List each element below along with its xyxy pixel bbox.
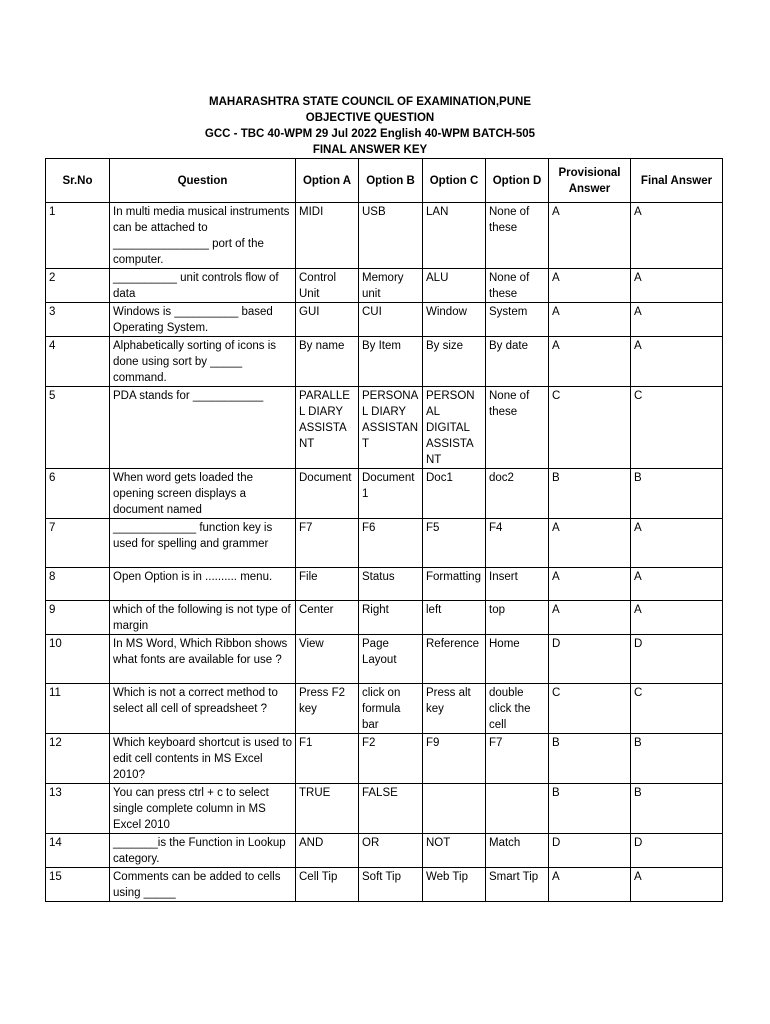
- table-row: [46, 734, 723, 784]
- final-answer-cell: A: [631, 303, 723, 337]
- option-a-cell: F1: [296, 734, 359, 784]
- option-b-cell: Memory unit: [359, 269, 423, 303]
- option-c-cell: NOT: [423, 834, 486, 868]
- answer-key-table: [45, 158, 723, 902]
- provisional-answer-cell: A: [549, 203, 631, 269]
- provisional-answer-cell: A: [549, 519, 631, 568]
- option-d-cell: top: [486, 601, 549, 635]
- option-c-cell: Doc1: [423, 469, 486, 519]
- option-b-cell: Status: [359, 568, 423, 601]
- option-d-cell: None of these: [486, 387, 549, 469]
- option-d-cell: doc2: [486, 469, 549, 519]
- question-cell: Comments can be added to cells using _____: [110, 868, 296, 902]
- final-answer-cell: B: [631, 784, 723, 834]
- sr-no-cell: 10: [46, 635, 110, 684]
- provisional-answer-cell: B: [549, 784, 631, 834]
- option-a-cell: Center: [296, 601, 359, 635]
- question-cell: Which keyboard shortcut is used to edit cell contents in MS Excel 2010?: [110, 734, 296, 784]
- provisional-answer-cell: A: [549, 303, 631, 337]
- table-row: [46, 469, 723, 519]
- final-answer-cell: D: [631, 635, 723, 684]
- option-c-cell: PERSONAL DIGITAL ASSISTANT: [423, 387, 486, 469]
- table-row: [46, 868, 723, 902]
- header-option-c: Option C: [423, 159, 486, 203]
- option-c-cell: [423, 784, 486, 834]
- provisional-answer-cell: B: [549, 469, 631, 519]
- provisional-answer-cell: A: [549, 337, 631, 387]
- option-c-cell: Press alt key: [423, 684, 486, 734]
- option-c-cell: left: [423, 601, 486, 635]
- table-row: [46, 635, 723, 684]
- final-answer-cell: C: [631, 387, 723, 469]
- header-option-d: Option D: [486, 159, 549, 203]
- header-provisional-answer: Provisional Answer: [549, 159, 631, 203]
- option-c-cell: LAN: [423, 203, 486, 269]
- option-c-cell: F9: [423, 734, 486, 784]
- provisional-answer-cell: A: [549, 868, 631, 902]
- header-option-b: Option B: [359, 159, 423, 203]
- question-cell: PDA stands for ___________: [110, 387, 296, 469]
- option-a-cell: Document: [296, 469, 359, 519]
- option-a-cell: AND: [296, 834, 359, 868]
- table-row: [46, 269, 723, 303]
- question-cell: In multi media musical instruments can be attached to _______________ port of the computer.: [110, 203, 296, 269]
- option-a-cell: By name: [296, 337, 359, 387]
- option-a-cell: File: [296, 568, 359, 601]
- option-a-cell: PARALLEL DIARY ASSISTANT: [296, 387, 359, 469]
- final-answer-cell: A: [631, 337, 723, 387]
- table-row: [46, 834, 723, 868]
- question-cell: Open Option is in .......... menu.: [110, 568, 296, 601]
- answer-key-title: FINAL ANSWER KEY: [312, 144, 428, 156]
- question-cell: Windows is __________ based Operating System.: [110, 303, 296, 337]
- table-row: [46, 303, 723, 337]
- question-cell: which of the following is not type of margin: [110, 601, 296, 635]
- sr-no-cell: 7: [46, 519, 110, 568]
- option-a-cell: Cell Tip: [296, 868, 359, 902]
- final-answer-cell: B: [631, 734, 723, 784]
- document-type: OBJECTIVE QUESTION: [305, 112, 435, 124]
- question-cell: Which is not a correct method to select all cell of spreadsheet ?: [110, 684, 296, 734]
- option-d-cell: F7: [486, 734, 549, 784]
- final-answer-cell: A: [631, 568, 723, 601]
- final-answer-cell: C: [631, 684, 723, 734]
- option-c-cell: Window: [423, 303, 486, 337]
- provisional-answer-cell: C: [549, 684, 631, 734]
- option-b-cell: Document 1: [359, 469, 423, 519]
- provisional-answer-cell: A: [549, 601, 631, 635]
- question-cell: In MS Word, Which Ribbon shows what fonts are available for use ?: [110, 635, 296, 684]
- final-answer-cell: B: [631, 469, 723, 519]
- final-answer-cell: A: [631, 269, 723, 303]
- header-question: Question: [110, 159, 296, 203]
- table-row: [46, 601, 723, 635]
- option-c-cell: F5: [423, 519, 486, 568]
- provisional-answer-cell: A: [549, 269, 631, 303]
- sr-no-cell: 14: [46, 834, 110, 868]
- option-a-cell: View: [296, 635, 359, 684]
- final-answer-cell: A: [631, 868, 723, 902]
- provisional-answer-cell: C: [549, 387, 631, 469]
- sr-no-cell: 4: [46, 337, 110, 387]
- option-b-cell: By Item: [359, 337, 423, 387]
- option-d-cell: None of these: [486, 203, 549, 269]
- sr-no-cell: 5: [46, 387, 110, 469]
- option-b-cell: Right: [359, 601, 423, 635]
- provisional-answer-cell: D: [549, 635, 631, 684]
- final-answer-cell: D: [631, 834, 723, 868]
- option-d-cell: F4: [486, 519, 549, 568]
- question-cell: You can press ctrl + c to select single complete column in MS Excel 2010: [110, 784, 296, 834]
- option-b-cell: FALSE: [359, 784, 423, 834]
- question-cell: When word gets loaded the opening screen displays a document named: [110, 469, 296, 519]
- table-row: [46, 684, 723, 734]
- option-a-cell: TRUE: [296, 784, 359, 834]
- table-row: [46, 337, 723, 387]
- sr-no-cell: 3: [46, 303, 110, 337]
- sr-no-cell: 6: [46, 469, 110, 519]
- option-d-cell: By date: [486, 337, 549, 387]
- option-c-cell: Reference: [423, 635, 486, 684]
- option-b-cell: F6: [359, 519, 423, 568]
- sr-no-cell: 13: [46, 784, 110, 834]
- option-d-cell: [486, 784, 549, 834]
- question-cell: _______is the Function in Lookup category.: [110, 834, 296, 868]
- option-d-cell: System: [486, 303, 549, 337]
- provisional-answer-cell: A: [549, 568, 631, 601]
- option-a-cell: Control Unit: [296, 269, 359, 303]
- option-c-cell: Web Tip: [423, 868, 486, 902]
- table-row: [46, 784, 723, 834]
- table-row: [46, 519, 723, 568]
- sr-no-cell: 2: [46, 269, 110, 303]
- final-answer-cell: A: [631, 601, 723, 635]
- option-b-cell: Page Layout: [359, 635, 423, 684]
- option-b-cell: Soft Tip: [359, 868, 423, 902]
- option-a-cell: F7: [296, 519, 359, 568]
- table-header-row: [46, 159, 723, 203]
- header-srno: Sr.No: [46, 159, 110, 203]
- sr-no-cell: 1: [46, 203, 110, 269]
- option-d-cell: Match: [486, 834, 549, 868]
- option-b-cell: OR: [359, 834, 423, 868]
- sr-no-cell: 11: [46, 684, 110, 734]
- table-row: [46, 387, 723, 469]
- option-d-cell: Smart Tip: [486, 868, 549, 902]
- question-cell: _____________ function key is used for spelling and grammer: [110, 519, 296, 568]
- option-b-cell: PERSONAL DIARY ASSISTANT: [359, 387, 423, 469]
- option-a-cell: MIDI: [296, 203, 359, 269]
- final-answer-cell: A: [631, 519, 723, 568]
- option-b-cell: F2: [359, 734, 423, 784]
- option-d-cell: None of these: [486, 269, 549, 303]
- option-a-cell: GUI: [296, 303, 359, 337]
- sr-no-cell: 9: [46, 601, 110, 635]
- option-b-cell: CUI: [359, 303, 423, 337]
- option-d-cell: Insert: [486, 568, 549, 601]
- header-final-answer: Final Answer: [631, 159, 723, 203]
- sr-no-cell: 8: [46, 568, 110, 601]
- option-d-cell: double click the cell: [486, 684, 549, 734]
- header-option-a: Option A: [296, 159, 359, 203]
- question-cell: Alphabetically sorting of icons is done using sort by _____ command.: [110, 337, 296, 387]
- table-row: [46, 568, 723, 601]
- option-a-cell: Press F2 key: [296, 684, 359, 734]
- council-title: MAHARASHTRA STATE COUNCIL OF EXAMINATION,PUNE: [209, 96, 531, 108]
- option-c-cell: Formatting: [423, 568, 486, 601]
- final-answer-cell: A: [631, 203, 723, 269]
- sr-no-cell: 12: [46, 734, 110, 784]
- exam-details: GCC - TBC 40-WPM 29 Jul 2022 English 40-WPM BATCH-505: [204, 128, 536, 140]
- sr-no-cell: 15: [46, 868, 110, 902]
- option-c-cell: ALU: [423, 269, 486, 303]
- option-d-cell: Home: [486, 635, 549, 684]
- provisional-answer-cell: D: [549, 834, 631, 868]
- option-c-cell: By size: [423, 337, 486, 387]
- option-b-cell: click on formula bar: [359, 684, 423, 734]
- table-row: [46, 203, 723, 269]
- document-header: [0, 94, 740, 158]
- question-cell: __________ unit controls flow of data: [110, 269, 296, 303]
- provisional-answer-cell: B: [549, 734, 631, 784]
- option-b-cell: USB: [359, 203, 423, 269]
